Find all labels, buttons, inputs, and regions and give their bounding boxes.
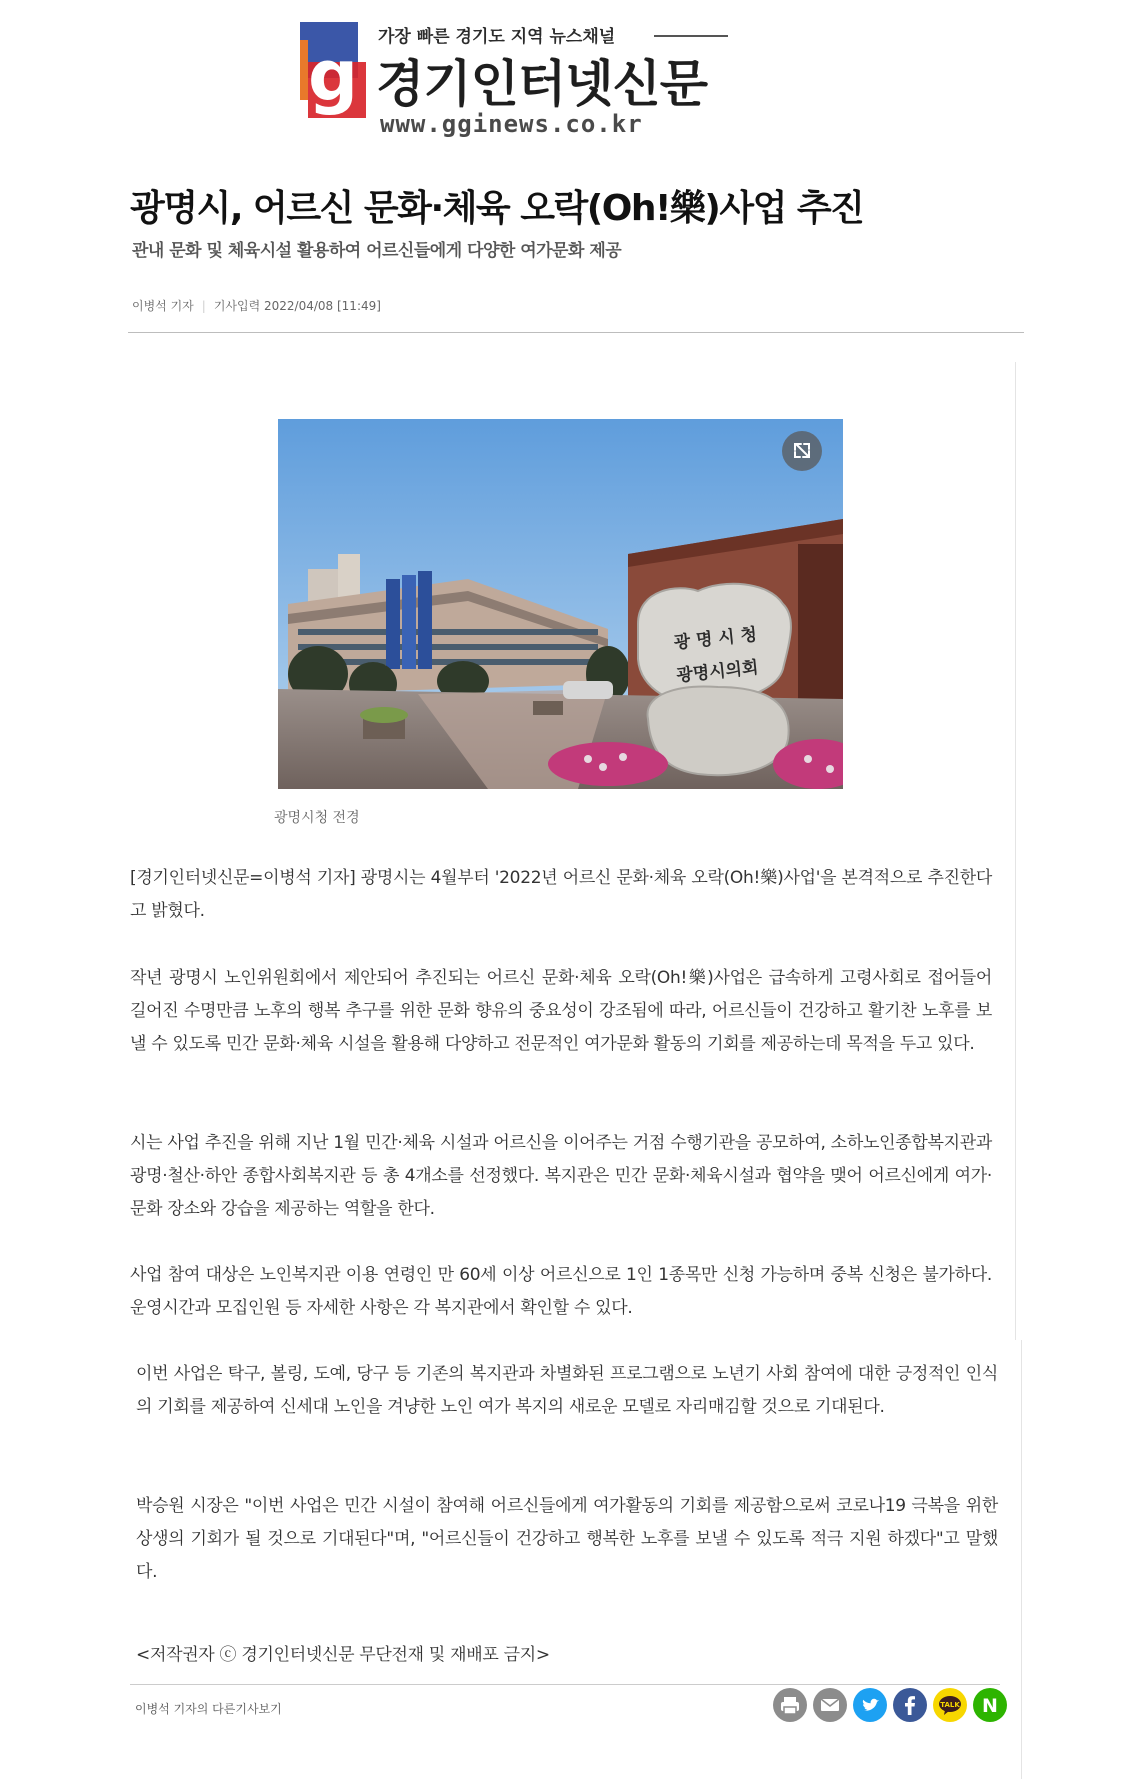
footer-divider — [130, 1684, 1000, 1685]
masthead-tagline: 가장 빠른 경기도 지역 뉴스채널 — [378, 27, 616, 47]
article-paragraph-6: 박승원 시장은 "이번 사업은 민간 시설이 참여해 어르신들에게 여가활동의 기회를 제공함으로써 코로나19 극복을 위한 상생의 기회가 될 것으로 기대된다"며, "어르신들이 건강하고 행복한 노후를 보낼 수 있도록 적극 지원 하겠다"고 말했다. — [136, 1496, 998, 1582]
tagline-divider — [654, 35, 728, 37]
kakaotalk-icon — [933, 1688, 967, 1722]
gginews-logo-icon[interactable] — [300, 22, 366, 118]
masthead — [300, 18, 730, 136]
naver-share-button[interactable] — [973, 1688, 1007, 1722]
brand-name[interactable]: 경기인터넷신문 — [376, 55, 708, 113]
kakaotalk-share-button[interactable] — [933, 1688, 967, 1722]
twitter-share-button[interactable] — [853, 1688, 887, 1722]
photo-caption: 광명시청 전경 — [274, 810, 360, 826]
print-button[interactable] — [773, 1688, 807, 1722]
twitter-icon — [853, 1688, 887, 1722]
expand-icon — [782, 431, 822, 471]
naver-label: N — [982, 1695, 998, 1717]
article-paragraph-3: 시는 사업 추진을 위해 지난 1월 민간·체육 시설과 어르신을 이어주는 거점 수행기관을 공모하여, 소하노인종합복지관과 광명·철산·하안 종합사회복지관 등 총 4개소를 선정했다. 복지관은 민간 문화·체육시설과 협약을 맺어 어르신에게 여가·문화 장소와 강습을 제공하는 역할을 한다. — [130, 1133, 992, 1219]
facebook-share-button[interactable] — [893, 1688, 927, 1722]
share-toolbar — [773, 1688, 1009, 1722]
content-column-border — [1015, 362, 1016, 1340]
article-byline — [132, 297, 381, 314]
byline-separator: | — [201, 299, 206, 313]
kakaotalk-label: TALK — [940, 1701, 960, 1709]
stone-inscription-2: 광명시의회 — [675, 657, 760, 687]
content-column-border-lower — [1021, 1340, 1022, 1779]
expand-photo-button[interactable] — [782, 431, 822, 471]
article-headline: 광명시, 어르신 문화·체육 오락(Oh!樂)사업 추진 — [130, 188, 864, 229]
reporter-more-articles-link[interactable]: 이병석 기자의 다른기사보기 — [135, 1702, 282, 1716]
published-date: 기사입력 2022/04/08 [11:49] — [213, 299, 381, 313]
stone-inscription-1: 광 명 시 청 — [672, 624, 759, 654]
city-hall-photo — [278, 419, 843, 789]
article-paragraph-5: 이번 사업은 탁구, 볼링, 도예, 당구 등 기존의 복지관과 차별화된 프로그램으로 노년기 사회 참여에 대한 긍정적인 인식의 기회를 제공하여 신세대 노인을 겨냥한 노인 여가 복지의 새로운 모델로 자리매김할 것으로 기대된다. — [136, 1364, 998, 1417]
naver-icon — [973, 1688, 1007, 1722]
article-paragraph-2: 작년 광명시 노인위원회에서 제안되어 추진되는 어르신 문화·체육 오락(Oh!樂)사업은 급속하게 고령사회로 접어들어 길어진 수명만큼 노후의 행복 추구를 위한 문화 향유의 중요성이 강조됨에 따라, 어르신들이 건강하고 활기찬 노후를 보낼 수 있도록 민간 문화·체육 시설을 활용해 다양하고 전문적인 여가문화 활동의 기회를 제공하는데 목적을 두고 있다. — [130, 968, 992, 1054]
email-icon — [813, 1688, 847, 1722]
copyright-notice: <저작권자 ⓒ 경기인터넷신문 무단전재 및 재배포 금지> — [136, 1645, 550, 1665]
article-paragraph-1: [경기인터넷신문=이병석 기자] 광명시는 4월부터 '2022년 어르신 문화·체육 오락(Oh!樂)사업'을 본격적으로 추진한다고 밝혔다. — [130, 868, 992, 921]
email-button[interactable] — [813, 1688, 847, 1722]
article-subheadline: 관내 문화 및 체육시설 활용하여 어르신들에게 다양한 여가문화 제공 — [132, 241, 622, 261]
print-icon — [773, 1688, 807, 1722]
reporter-name: 이병석 기자 — [132, 299, 194, 313]
article-photo[interactable] — [278, 419, 843, 789]
article-paragraph-4: 사업 참여 대상은 노인복지관 이용 연령인 만 60세 이상 어르신으로 1인 1종목만 신청 가능하며 중복 신청은 불가하다. 운영시간과 모집인원 등 자세한 사항은 각 복지관에서 확인할 수 있다. — [130, 1265, 992, 1318]
facebook-icon — [893, 1688, 927, 1722]
header-divider — [128, 332, 1024, 333]
brand-url[interactable]: www.gginews.co.kr — [380, 110, 643, 138]
logo-letter: g — [307, 35, 359, 117]
